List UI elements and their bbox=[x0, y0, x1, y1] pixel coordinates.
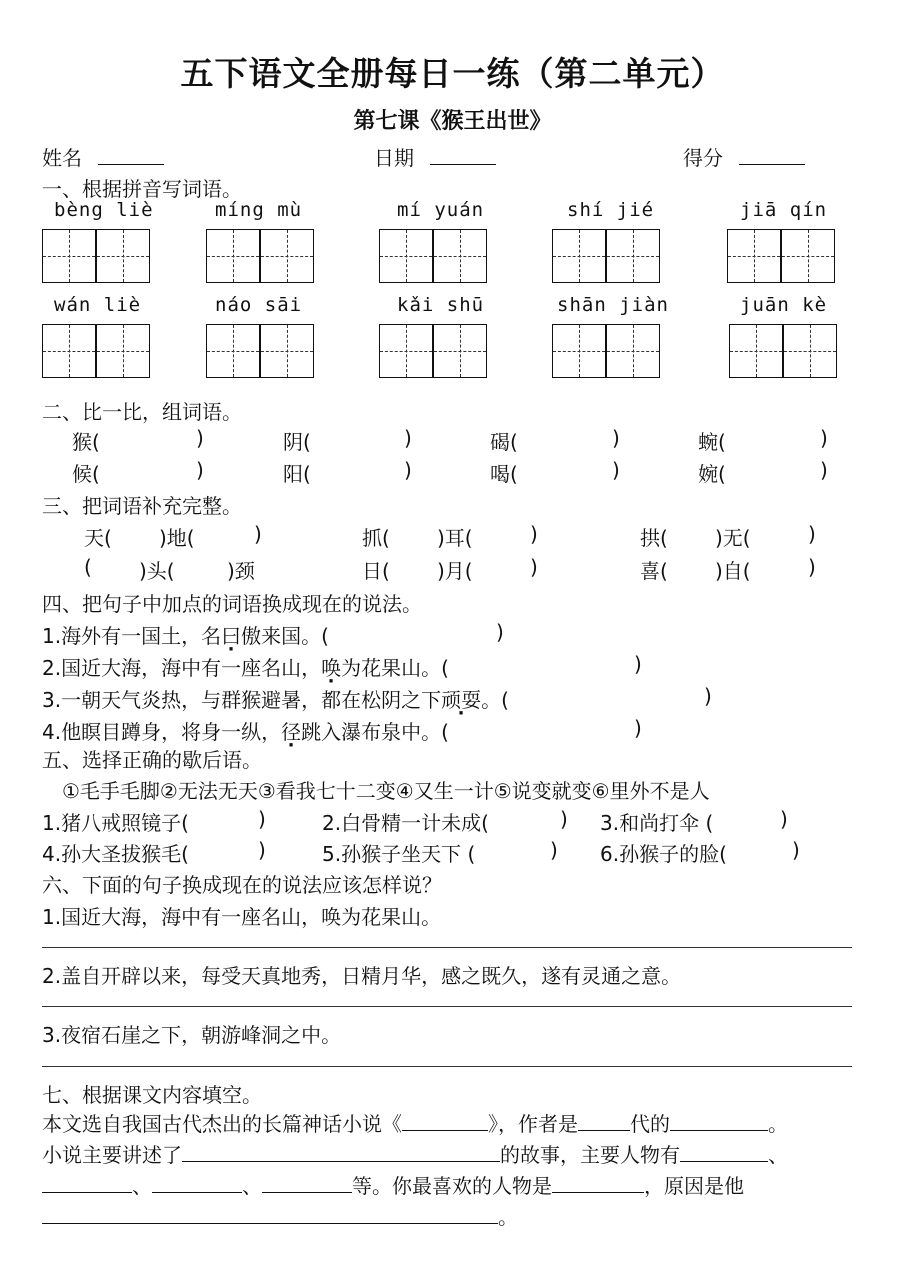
compare-item: 候( bbox=[72, 462, 100, 486]
idiom-part: )颈 bbox=[227, 559, 255, 583]
idiom-part: )月( bbox=[437, 559, 473, 583]
answer-close: ) bbox=[704, 684, 712, 708]
story-blank[interactable] bbox=[182, 1143, 500, 1162]
pinyin-label: jiā qín bbox=[740, 199, 828, 221]
xiehouyu-item: 4.孙大圣拔猴毛( bbox=[42, 842, 189, 866]
answer-close: ) bbox=[496, 620, 504, 644]
pinyin-label: mí yuán bbox=[397, 199, 485, 221]
idiom-part: ( bbox=[84, 555, 92, 579]
pinyin-label: shí jié bbox=[567, 199, 655, 221]
score-field[interactable] bbox=[683, 142, 805, 171]
pinyin-label: wán liè bbox=[54, 294, 142, 316]
date-blank[interactable] bbox=[430, 146, 496, 165]
score-blank[interactable] bbox=[739, 146, 805, 165]
compare-item: 阳( bbox=[283, 462, 311, 486]
idiom-part: 天( bbox=[84, 526, 112, 550]
character-blank[interactable] bbox=[42, 1174, 132, 1193]
section-4-heading: 四、把句子中加点的词语换成现在的说法。 bbox=[42, 592, 422, 616]
idiom-part: ) bbox=[530, 555, 538, 579]
writing-grid[interactable] bbox=[379, 324, 487, 378]
idiom-part: 喜( bbox=[640, 559, 668, 583]
compare-item: 蜿( bbox=[698, 430, 726, 454]
section-6-heading: 六、下面的句子换成现在的说法应该怎样说？ bbox=[42, 873, 442, 897]
answer-close: ) bbox=[258, 807, 266, 831]
lesson-subtitle: 第七课《猴王出世》 bbox=[353, 108, 552, 134]
answer-line[interactable] bbox=[42, 1006, 852, 1007]
fill-line-4: 。 bbox=[42, 1201, 518, 1230]
writing-grid[interactable] bbox=[42, 324, 150, 378]
answer-close: ) bbox=[634, 652, 642, 676]
section-7-heading: 七、根据课文内容填空。 bbox=[42, 1083, 262, 1107]
compare-close: ) bbox=[404, 426, 412, 450]
fill-line-1: 本文选自我国古代杰出的长篇神话小说《 》，作者是 代的 。 bbox=[42, 1112, 788, 1136]
compare-item: 喝( bbox=[490, 462, 518, 486]
sentence-item: 3.一朝天气炎热，与群猴避暑，都在松阴之下顽耍。( bbox=[42, 688, 509, 712]
dotted-word: 顽耍 bbox=[441, 688, 482, 712]
compare-close: ) bbox=[820, 426, 828, 450]
translate-item: 3.夜宿石崖之下，朝游峰洞之中。 bbox=[42, 1023, 342, 1047]
xiehouyu-item: 5.孙猴子坐天下 ( bbox=[322, 842, 476, 866]
character-blank[interactable] bbox=[262, 1174, 352, 1193]
idiom-part: 拱( bbox=[640, 526, 668, 550]
sentence-item: 2.国近大海，海中有一座名山，唤为花果山。( bbox=[42, 656, 449, 680]
pinyin-label: shān jiàn bbox=[557, 294, 669, 316]
writing-grid[interactable] bbox=[206, 324, 314, 378]
book-title-blank[interactable] bbox=[402, 1112, 488, 1131]
name-blank[interactable] bbox=[98, 146, 164, 165]
compare-close: ) bbox=[196, 458, 204, 482]
answer-close: ) bbox=[634, 716, 642, 740]
idiom-part: )地( bbox=[159, 526, 195, 550]
writing-grid[interactable] bbox=[727, 229, 835, 283]
dotted-word: 唤 bbox=[321, 656, 342, 680]
compare-close: ) bbox=[820, 458, 828, 482]
favorite-blank[interactable] bbox=[552, 1174, 644, 1193]
page-title: 五下语文全册每日一练（第二单元） bbox=[180, 54, 725, 93]
idiom-part: ) bbox=[254, 522, 262, 546]
answer-close: ) bbox=[258, 838, 266, 862]
translate-item: 2.盖自开辟以来，每受天真地秀，日精月华，感之既久，遂有灵通之意。 bbox=[42, 964, 682, 988]
xiehouyu-item: 3.和尚打伞 ( bbox=[600, 811, 714, 835]
dotted-word: 曰 bbox=[221, 624, 242, 648]
section-3-heading: 三、把词语补充完整。 bbox=[42, 494, 242, 518]
reason-blank[interactable] bbox=[42, 1205, 498, 1224]
pinyin-label: juān kè bbox=[740, 294, 828, 316]
writing-grid[interactable] bbox=[42, 229, 150, 283]
xiehouyu-item: 2.白骨精一计未成( bbox=[322, 811, 489, 835]
answer-close: ) bbox=[560, 807, 568, 831]
section-5-heading: 五、选择正确的歇后语。 bbox=[42, 748, 262, 772]
fill-line-3: 、 、 等。你最喜欢的人物是 ，原因是他 bbox=[42, 1170, 744, 1199]
xiehouyu-item: 6.孙猴子的脸( bbox=[600, 842, 727, 866]
section-1-heading: 一、根据拼音写词语。 bbox=[42, 177, 242, 201]
writing-grid[interactable] bbox=[552, 324, 660, 378]
sentence-item: 1.海外有一国土，名曰傲来国。( bbox=[42, 624, 329, 648]
translate-item: 1.国近大海，海中有一座名山，唤为花果山。 bbox=[42, 905, 442, 929]
date-field[interactable] bbox=[374, 142, 496, 171]
idiom-part: ) bbox=[808, 522, 816, 546]
idiom-part: ) bbox=[808, 555, 816, 579]
idiom-part: )头( bbox=[139, 559, 175, 583]
fill-line-2: 小说主要讲述了 的故事，主要人物有 、 bbox=[42, 1143, 788, 1167]
dotted-word: 径 bbox=[281, 720, 302, 744]
compare-item: 碣( bbox=[490, 430, 518, 454]
writing-grid[interactable] bbox=[552, 229, 660, 283]
author-blank[interactable] bbox=[670, 1112, 768, 1131]
idiom-part: )耳( bbox=[437, 526, 473, 550]
idiom-part: 抓( bbox=[362, 526, 390, 550]
name-field[interactable] bbox=[42, 142, 164, 171]
score-label: 得分 bbox=[683, 146, 723, 170]
compare-close: ) bbox=[196, 426, 204, 450]
compare-item: 婉( bbox=[698, 462, 726, 486]
compare-item: 阴( bbox=[283, 430, 311, 454]
pinyin-label: míng mù bbox=[215, 199, 303, 221]
compare-close: ) bbox=[612, 426, 620, 450]
pinyin-label: bèng liè bbox=[54, 199, 154, 221]
xiehouyu-item: 1.猪八戒照镜子( bbox=[42, 811, 189, 835]
answer-line[interactable] bbox=[42, 1066, 852, 1067]
answer-close: ) bbox=[780, 807, 788, 831]
compare-item: 猴( bbox=[72, 430, 100, 454]
dynasty-blank[interactable] bbox=[578, 1112, 630, 1131]
compare-close: ) bbox=[612, 458, 620, 482]
character-blank[interactable] bbox=[152, 1174, 242, 1193]
answer-line[interactable] bbox=[42, 947, 852, 948]
idiom-part: )无( bbox=[715, 526, 751, 550]
writing-grid[interactable] bbox=[729, 324, 837, 378]
sentence-item: 4.他瞑目蹲身，将身一纵，径跳入瀑布泉中。( bbox=[42, 720, 449, 744]
answer-close: ) bbox=[792, 838, 800, 862]
name-label: 姓名 bbox=[42, 146, 82, 170]
answer-close: ) bbox=[550, 838, 558, 862]
character-blank[interactable] bbox=[680, 1143, 768, 1162]
idiom-part: ) bbox=[530, 522, 538, 546]
writing-grid[interactable] bbox=[379, 229, 487, 283]
idiom-part: )自( bbox=[715, 559, 751, 583]
xiehouyu-options: ①毛手毛脚②无法无天③看我七十二变④又生一计⑤说变就变⑥里外不是人 bbox=[62, 779, 710, 803]
idiom-part: 日( bbox=[362, 559, 390, 583]
compare-close: ) bbox=[404, 458, 412, 482]
writing-grid[interactable] bbox=[206, 229, 314, 283]
date-label: 日期 bbox=[374, 146, 414, 170]
pinyin-label: náo sāi bbox=[215, 294, 303, 316]
pinyin-label: kǎi shū bbox=[397, 294, 485, 316]
section-2-heading: 二、比一比，组词语。 bbox=[42, 400, 242, 424]
